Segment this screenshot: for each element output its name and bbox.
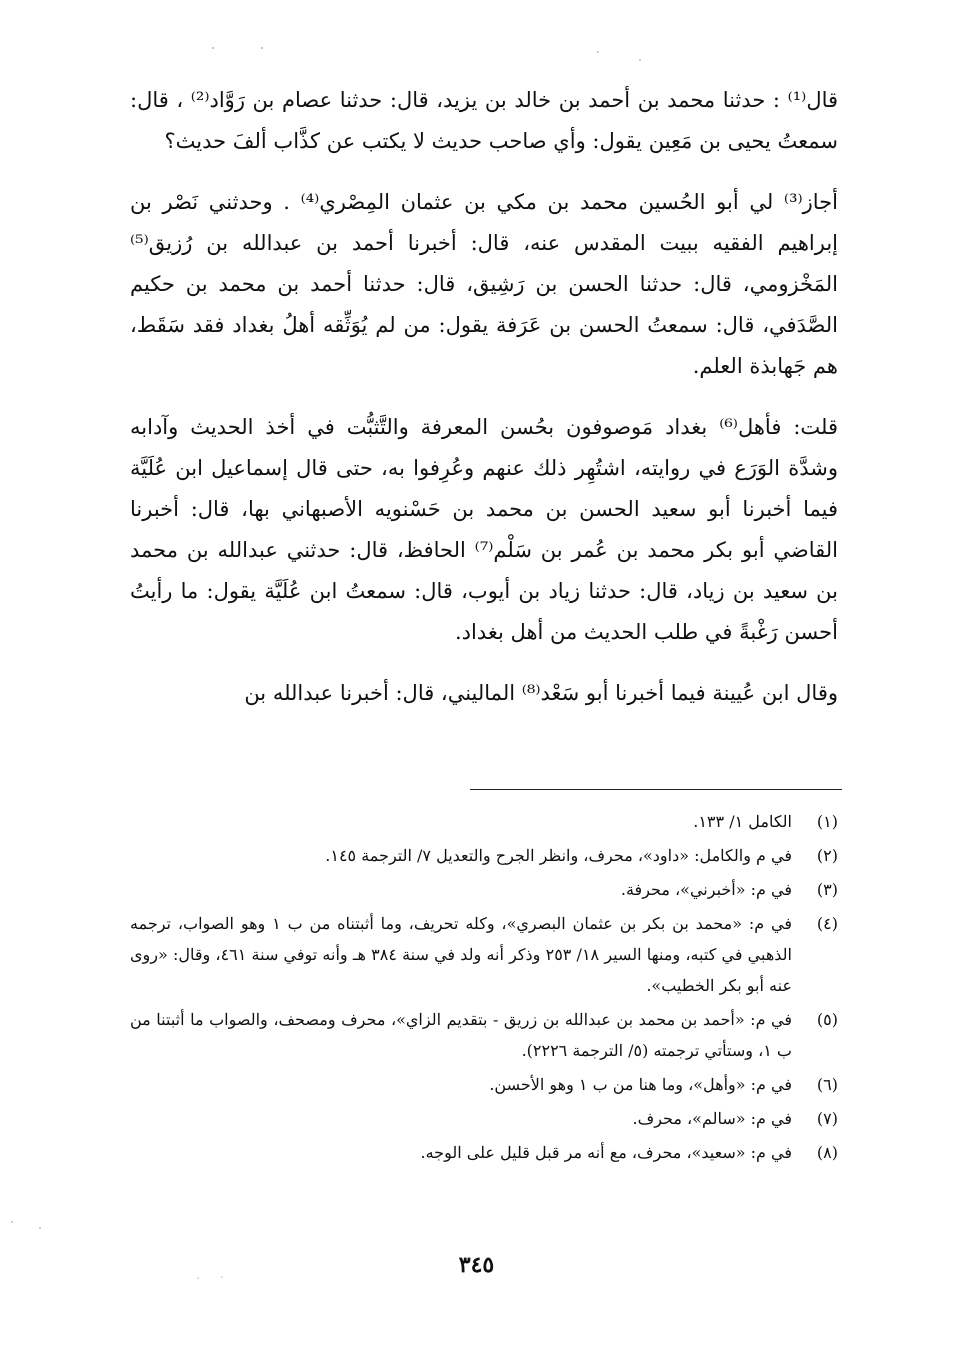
paragraph: قال⁽¹⁾ : حدثنا محمد بن أحمد بن خالد بن يزيد، قال: حدثنا عصام بن رَوَّاد⁽²⁾ ، قال: سمعتُ يحيى بن مَعِين يقول: وأي صاحب حديث لا يكتب عن كذَّاب ألفَ حديث؟ <box>130 88 839 153</box>
footnote-text: في م: «سالم»، محرف. <box>632 1109 792 1128</box>
paragraph: أجاز⁽³⁾ لي أبو الحُسين محمد بن مكي بن عثمان المِصْري⁽⁴⁾ . وحدثني نَصْر بن إبراهيم الفقيه ببيت المقدس عنه، قال: أخبرنا أحمد بن عبدالله بن رُزيق⁽⁵⁾ المَخْزومي، قال: حدثنا الحسن بن رَشِيق، قال: حدثنا أحمد بن محمد بن حكيم الصَّدَفي، قال: سمعتُ الحسن بن عَرَفة يقول: من لم يُوَثِّقه أهلُ بغداد فقد سَقَط، هم جَهابذة العلم. <box>130 190 838 378</box>
footnote-number: (١) <box>816 812 838 831</box>
footnote-text: في م: «أحمد بن محمد بن عبدالله بن زريق - بتقديم الزاي»، محرف ومصحف، والصواب ما أثبتنا من ب ١، وستأتي ترجمته (٥/ الترجمة ٢٢٢٦). <box>130 1010 792 1060</box>
footnote-text: في م: «محمد بن بكر بن عثمان البصري»، وكله تحريف، وما أثبتناه من ب ١ وهو الصواب، ترجمه الذهبي في كتبه، ومنها السير ١٨/ ٢٥٣ وذكر أنه ولد في سنة ٣٨٤ هـ وأنه توفي سنة ٤٦١، وقال: «روى عنه أبو بكر الخطيب». <box>130 914 793 995</box>
footnote <box>130 1137 838 1168</box>
footnote-separator <box>470 789 842 790</box>
footnote-text: في م: «أخبرني»، محرفة. <box>620 880 792 899</box>
footnote-number: (٦) <box>816 1075 838 1094</box>
footnote-number: (٨) <box>816 1143 838 1162</box>
footnote-number: (٣) <box>816 880 838 899</box>
footnote-number: (٥) <box>816 1010 838 1029</box>
footnote-text: في م: «وأهل»، وما هنا من ب ١ وهو الأحسن. <box>489 1075 792 1094</box>
footnote <box>130 908 838 1001</box>
footnotes <box>130 806 838 1171</box>
footnote <box>130 1004 838 1066</box>
footnote-text: في م والكامل: «داود»، محرف، وانظر الجرح والتعديل ٧/ الترجمة ١٤٥. <box>325 846 792 865</box>
footnote-number: (٢) <box>816 846 838 865</box>
paragraph: وقال ابن عُيينة فيما أخبرنا أبو سَعْد⁽⁸⁾ الماليني، قال: أخبرنا عبدالله بن <box>244 681 838 705</box>
paragraph: قلت: فأهل⁽⁶⁾ بغداد مَوصوفون بحُسن المعرفة والتَّثبُّت في أخذ الحديث وآدابه وشدَّة الوَرَع في روايته، اشتُهِر ذلك عنهم وعُرِفوا به، حتى قال إسماعيل ابن عُلَيَّة فيما أخبرنا أبو سعيد الحسن بن محمد بن حَسْنويه الأصبهاني بها، قال: أخبرنا القاضي أبو بكر محمد بن عُمر بن سَلْم⁽⁷⁾ الحافظ، قال: حدثني عبدالله بن محمد بن سعيد بن زياد، قال: حدثنا زياد بن أيوب، قال: سمعتُ ابن عُلَيَّة يقول: ما رأيتُ أحسن رَغْبةً في طلب الحديث من أهل بغداد. <box>130 415 839 644</box>
footnote <box>130 806 838 837</box>
footnote-text: في م: «سعيد»، محرف، مع أنه مر قبل قليل على الوجه. <box>420 1143 792 1162</box>
footnote-number: (٤) <box>816 914 838 933</box>
footnote <box>130 1069 838 1100</box>
footnote-text: الكامل ١/ ١٣٣. <box>693 812 792 831</box>
footnote <box>130 840 838 871</box>
footnote-number: (٧) <box>816 1109 838 1128</box>
main-text <box>130 80 838 734</box>
footnote <box>130 874 838 905</box>
footnote <box>130 1103 838 1134</box>
page-number: ٣٤٥ <box>458 1252 495 1278</box>
